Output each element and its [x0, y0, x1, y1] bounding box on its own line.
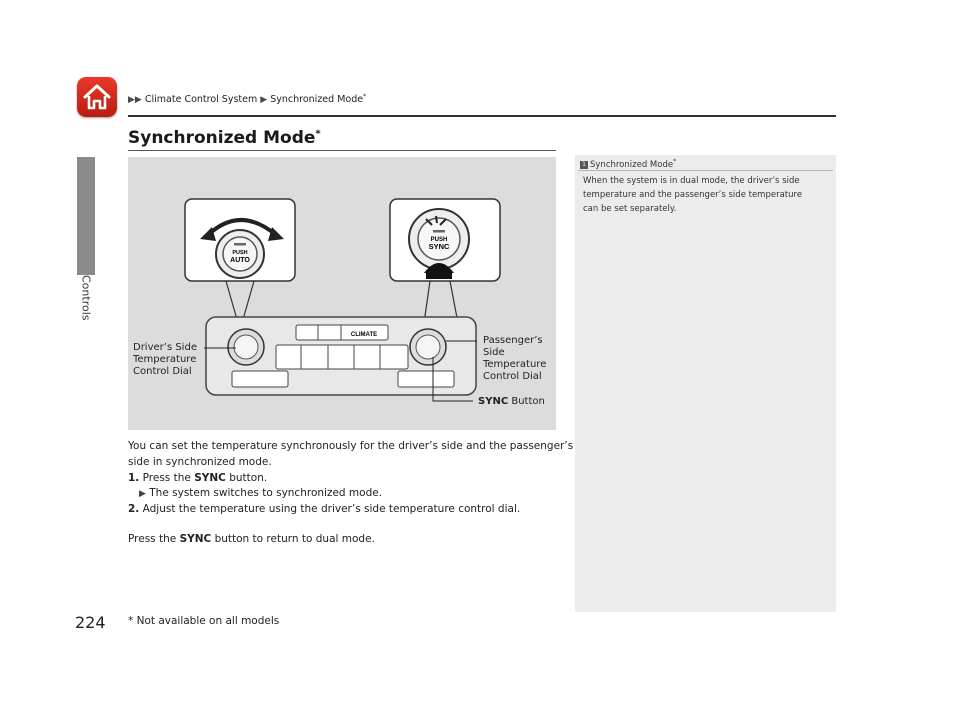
intro-line-2: side in synchronized mode. — [128, 456, 272, 468]
breadcrumb-arrow-icon: ▶▶ — [128, 95, 142, 106]
driver-dial-text-push: PUSH — [232, 250, 248, 256]
note-line: can be set separately. — [583, 204, 677, 214]
sync-dial-text-push: PUSH — [430, 237, 448, 243]
footnote: * Not available on all models — [128, 615, 280, 627]
breadcrumb-arrow-icon: ▶ — [260, 95, 268, 106]
driver-dial-callout: Driver’s Side Temperature Control Dial — [133, 342, 197, 377]
sidebar-label: Controls — [79, 275, 93, 321]
page-title: Synchronized Mode* — [128, 128, 321, 148]
note-heading: 1 Synchronized Mode* — [580, 158, 676, 170]
note-line: When the system is in dual mode, the driver’s side — [583, 176, 800, 186]
breadcrumb — [128, 93, 366, 105]
note-line: temperature and the passenger’s side temperature — [583, 190, 803, 200]
sidebar-tab — [77, 157, 95, 275]
step-1-result: ▶ The system switches to synchronized mode. — [139, 487, 383, 499]
passenger-dial-callout: Passenger’s Side Temperature Control Dial — [483, 335, 547, 382]
closing-line: Press the SYNC button to return to dual mode. — [128, 533, 375, 545]
climate-button-label: CLIMATE — [350, 332, 378, 338]
breadcrumb-current: Synchronized Mode — [270, 94, 364, 106]
note-panel — [575, 155, 836, 612]
result-arrow-icon: ▶ — [139, 489, 146, 499]
intro-line-1: You can set the temperature synchronously for the driver’s side and the passenger’s — [128, 440, 574, 452]
header-divider — [128, 115, 836, 117]
sync-dial-text-sync: SYNC — [428, 242, 450, 251]
title-asterisk: * — [315, 128, 321, 140]
driver-dial-zoom — [185, 199, 295, 323]
note-divider — [578, 170, 833, 171]
page-number: 224 — [75, 613, 106, 632]
home-icon[interactable] — [77, 77, 117, 117]
title-divider — [128, 150, 556, 151]
step-1: 1. Press the SYNC button. — [128, 472, 268, 484]
driver-dial-text-auto: AUTO — [230, 257, 250, 264]
control-panel — [206, 317, 476, 395]
breadcrumb-link-climate[interactable]: Climate Control System — [144, 94, 258, 106]
climate-panel-illustration — [128, 157, 556, 430]
sync-dial-zoom — [390, 199, 500, 323]
breadcrumb-asterisk: * — [363, 93, 367, 100]
sync-button-callout: SYNC Button — [478, 396, 545, 407]
step-2: 2. Adjust the temperature using the driver’s side temperature control dial. — [128, 503, 521, 515]
note-marker-icon: 1 — [580, 161, 588, 169]
